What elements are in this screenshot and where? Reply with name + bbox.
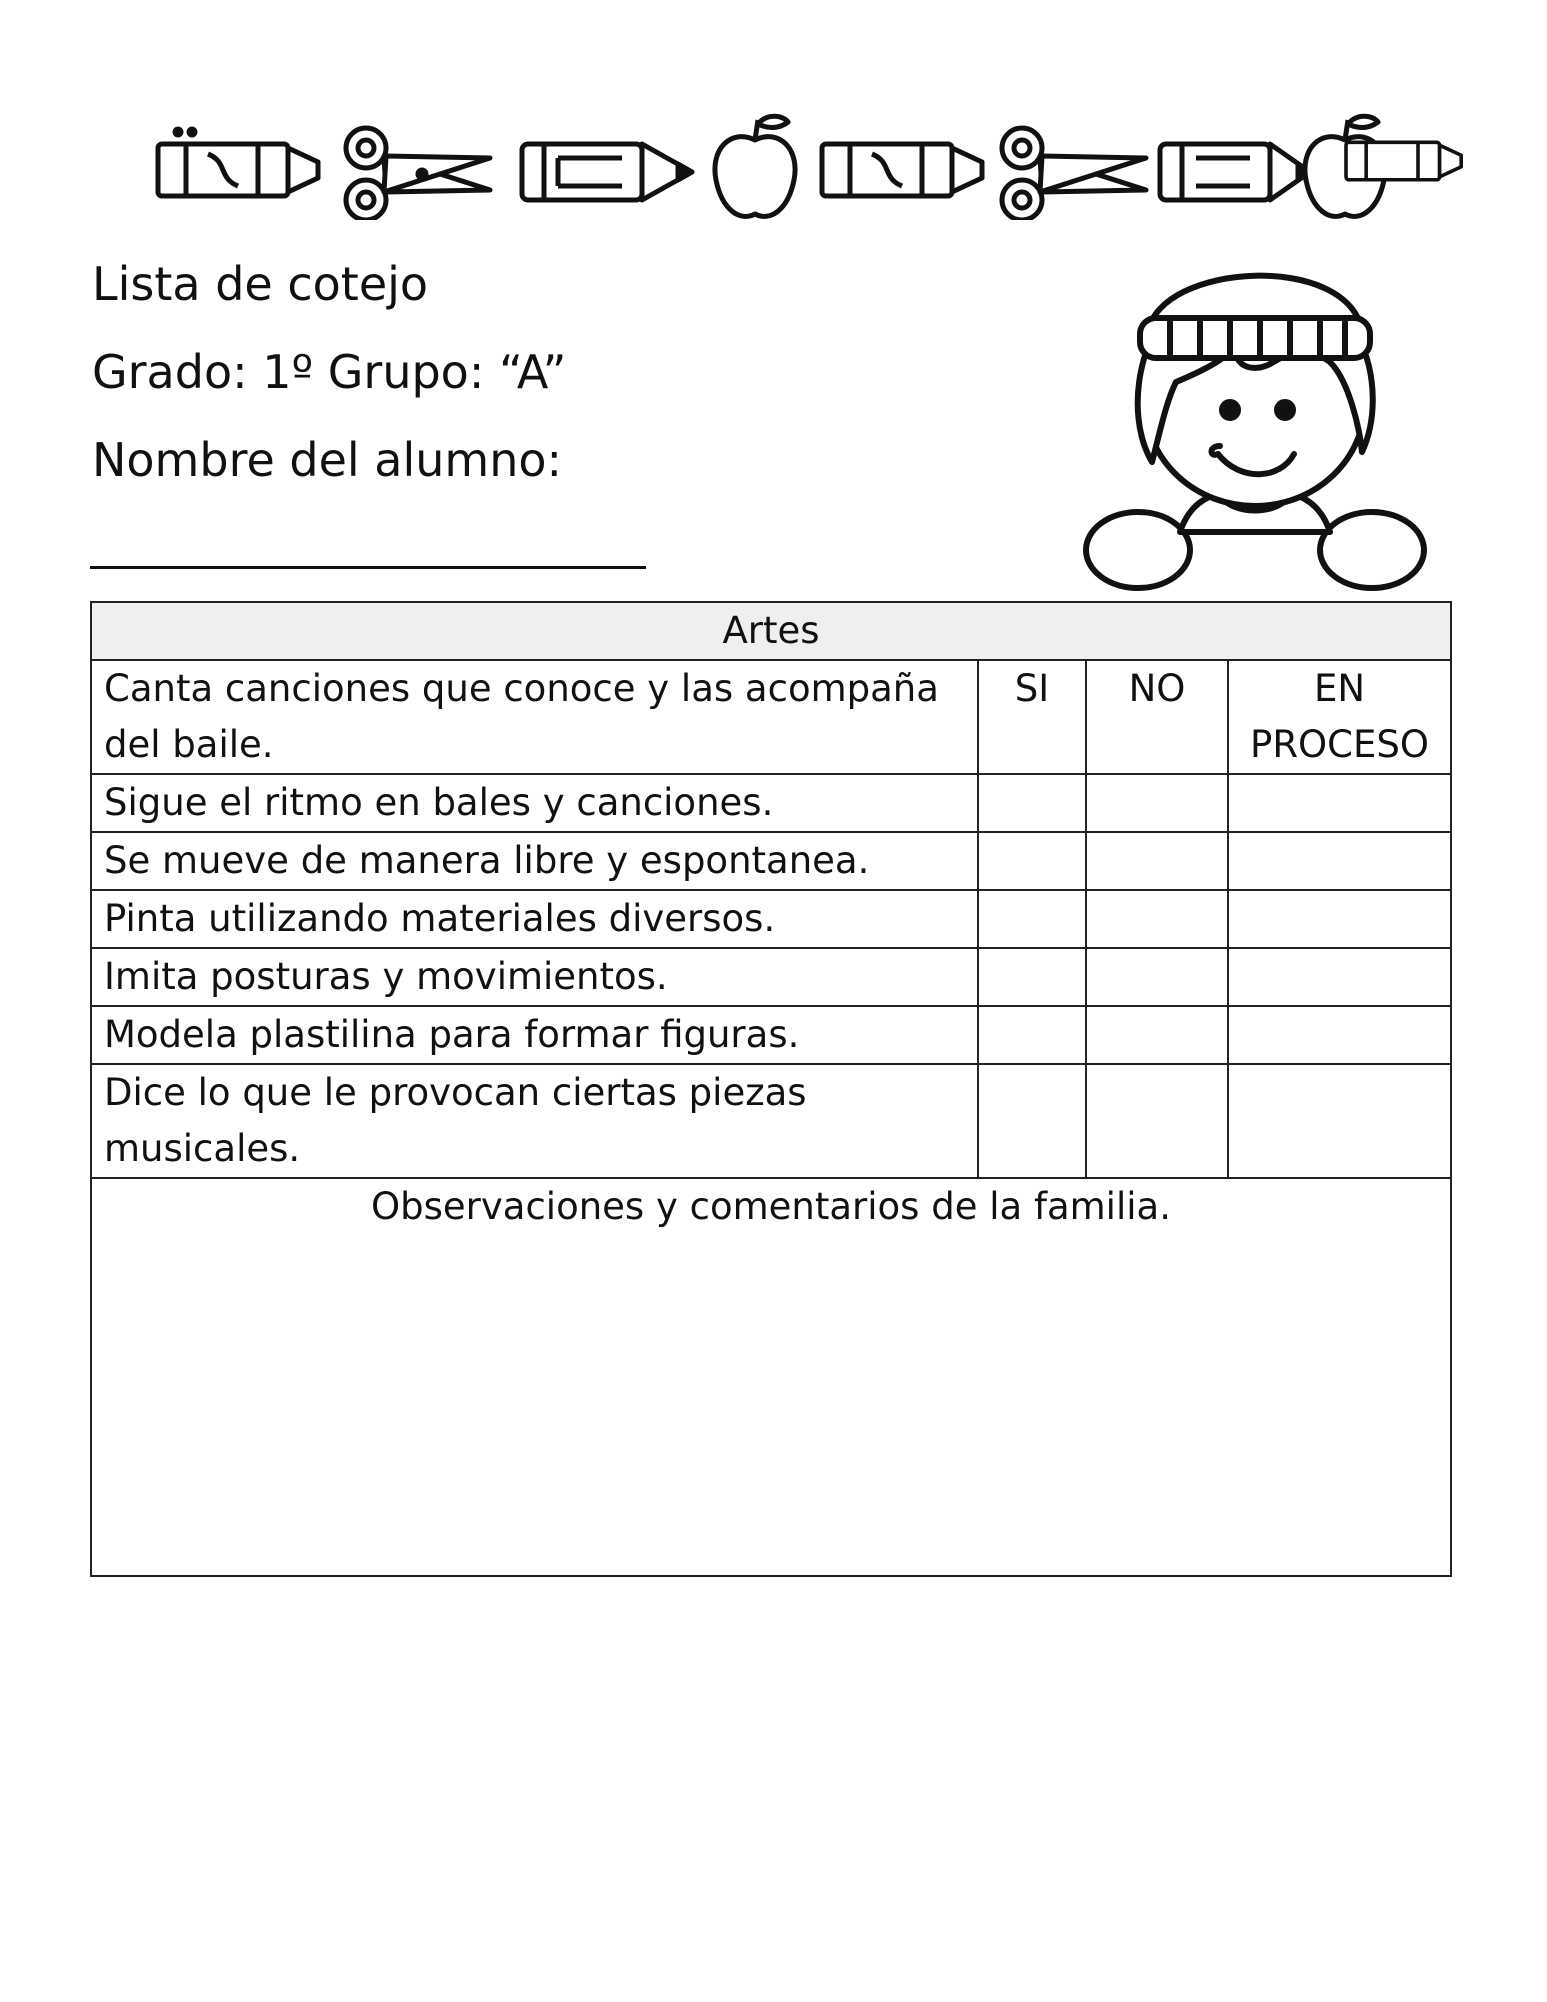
check-cell-no[interactable] xyxy=(1086,948,1228,1006)
subject-header: Artes xyxy=(91,602,1451,660)
table-row xyxy=(91,774,1451,832)
check-cell-no[interactable] xyxy=(1086,1006,1228,1064)
table-row xyxy=(91,948,1451,1006)
check-cell-si[interactable] xyxy=(978,890,1086,948)
criterion-text: Modela plastilina para formar figuras. xyxy=(91,1006,978,1064)
table-row xyxy=(91,1006,1451,1064)
table-row xyxy=(91,1064,1451,1178)
check-cell-en-proceso[interactable] xyxy=(1228,948,1451,1006)
check-cell-en-proceso[interactable] xyxy=(1228,774,1451,832)
boy-illustration-icon xyxy=(1080,232,1430,592)
check-cell-si[interactable] xyxy=(978,948,1086,1006)
table-row xyxy=(91,832,1451,890)
checklist-table xyxy=(90,601,1452,1577)
crayon-icon xyxy=(822,144,982,196)
check-cell-si[interactable] xyxy=(978,832,1086,890)
check-cell-en-proceso[interactable] xyxy=(1228,890,1451,948)
observations-label: Observaciones y comentarios de la familia. xyxy=(371,1185,1171,1228)
check-cell-en-proceso[interactable] xyxy=(1228,832,1451,890)
table-row xyxy=(91,890,1451,948)
crayon-icon xyxy=(1346,142,1461,179)
check-cell-en-proceso[interactable] xyxy=(1228,1006,1451,1064)
column-header-si: SI xyxy=(978,660,1086,774)
scissors-icon xyxy=(346,128,490,220)
check-cell-si[interactable] xyxy=(978,1006,1086,1064)
check-cell-no[interactable] xyxy=(1086,774,1228,832)
check-cell-si[interactable] xyxy=(978,774,1086,832)
observations-box[interactable] xyxy=(91,1178,1451,1576)
column-header-en-proceso: EN PROCESO xyxy=(1228,660,1451,774)
criterion-text: Se mueve de manera libre y espontanea. xyxy=(91,832,978,890)
check-cell-no[interactable] xyxy=(1086,832,1228,890)
criterion-text: Pinta utilizando materiales diversos. xyxy=(91,890,978,948)
check-cell-en-proceso[interactable] xyxy=(1228,1064,1451,1178)
pencil-icon xyxy=(1160,144,1310,200)
pencil-icon xyxy=(522,144,692,200)
criterion-text: Canta canciones que conoce y las acompaña del baile. xyxy=(91,660,978,774)
check-cell-no[interactable] xyxy=(1086,1064,1228,1178)
scissors-icon xyxy=(1002,128,1146,220)
check-cell-si[interactable] xyxy=(978,1064,1086,1178)
crayon-icon xyxy=(158,129,318,196)
column-header-no: NO xyxy=(1086,660,1228,774)
student-name-blank[interactable] xyxy=(90,566,646,569)
check-cell-no[interactable] xyxy=(1086,890,1228,948)
student-name-label: Nombre del alumno: xyxy=(92,433,563,487)
apple-icon xyxy=(715,116,795,216)
criterion-text: Sigue el ritmo en bales y canciones. xyxy=(91,774,978,832)
grade-group-line: Grado: 1º Grupo: “A” xyxy=(92,345,567,399)
criterion-text: Imita posturas y movimientos. xyxy=(91,948,978,1006)
table-row xyxy=(91,660,1451,774)
school-supplies-border xyxy=(150,100,1470,220)
page-title: Lista de cotejo xyxy=(92,257,429,311)
criterion-text: Dice lo que le provocan ciertas piezas musicales. xyxy=(91,1064,978,1178)
